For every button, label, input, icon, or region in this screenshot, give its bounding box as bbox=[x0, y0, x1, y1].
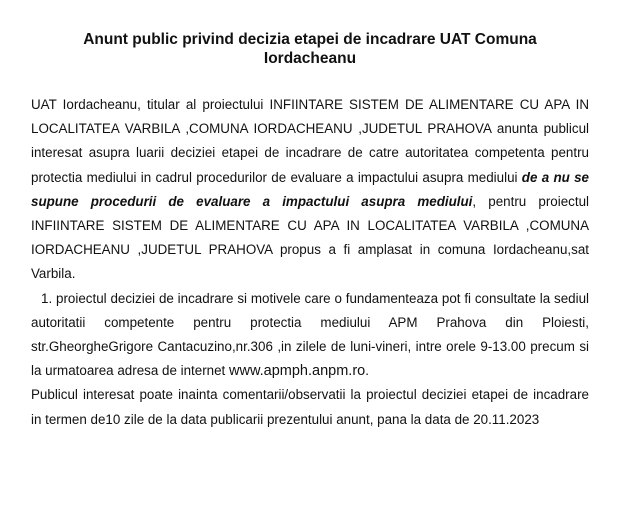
announcement-title: Anunt public privind decizia etapei de incadrare UAT Comuna Iordacheanu bbox=[83, 31, 537, 67]
website-address: www.apmph.anpm.ro bbox=[229, 363, 366, 380]
consultation-end: . bbox=[365, 363, 369, 379]
closing-paragraph: Publicul interesat poate inainta comentarii/observatii la proiectul deciziei etapei de incadrare in termen de10 zile de la data publicarii prezentului anunt, pana la data de 20.11.2023 bbox=[31, 387, 589, 427]
consultation-item bbox=[31, 287, 589, 384]
decision-text: de a nu se supune procedurii de evaluare a impactului asupra mediului bbox=[31, 169, 589, 209]
intro-paragraph bbox=[31, 93, 589, 287]
intro-text-continued: , pentru proiectul INFIINTARE SISTEM DE ALIMENTARE CU APA IN LOCALITATEA VARBILA ,COMUNA IORDACHEANU ,JUDETUL PRAHOVA propus a fi amplasat in comuna Iordacheanu,sat Varbila. bbox=[31, 193, 589, 282]
intro-text: UAT Iordacheanu, titular al proiectului INFIINTARE SISTEM DE ALIMENTARE CU APA IN LOCALITATEA VARBILA ,COMUNA IORDACHEANU ,JUDETUL PRAHOVA anunta publicul interesat asupra luarii deciziei etapei de incadrare de catre autoritatea competenta pentru protectia mediului in cadrul procedurilor de evaluare a impactului asupra mediului bbox=[31, 97, 589, 185]
announcement-document bbox=[31, 30, 589, 432]
consultation-text: 1. proiectul deciziei de incadrare si motivele care o fundamenteaza pot fi consultate la sediul autoritatii competente pentru protectia mediului APM Prahova din Ploiesti, str.GheorgheGrigore Cantacuzino,nr.306 ,in zilele de luni-vineri, intre orele 9-13.00 precum si la urmatoarea adresa de internet bbox=[31, 290, 589, 379]
